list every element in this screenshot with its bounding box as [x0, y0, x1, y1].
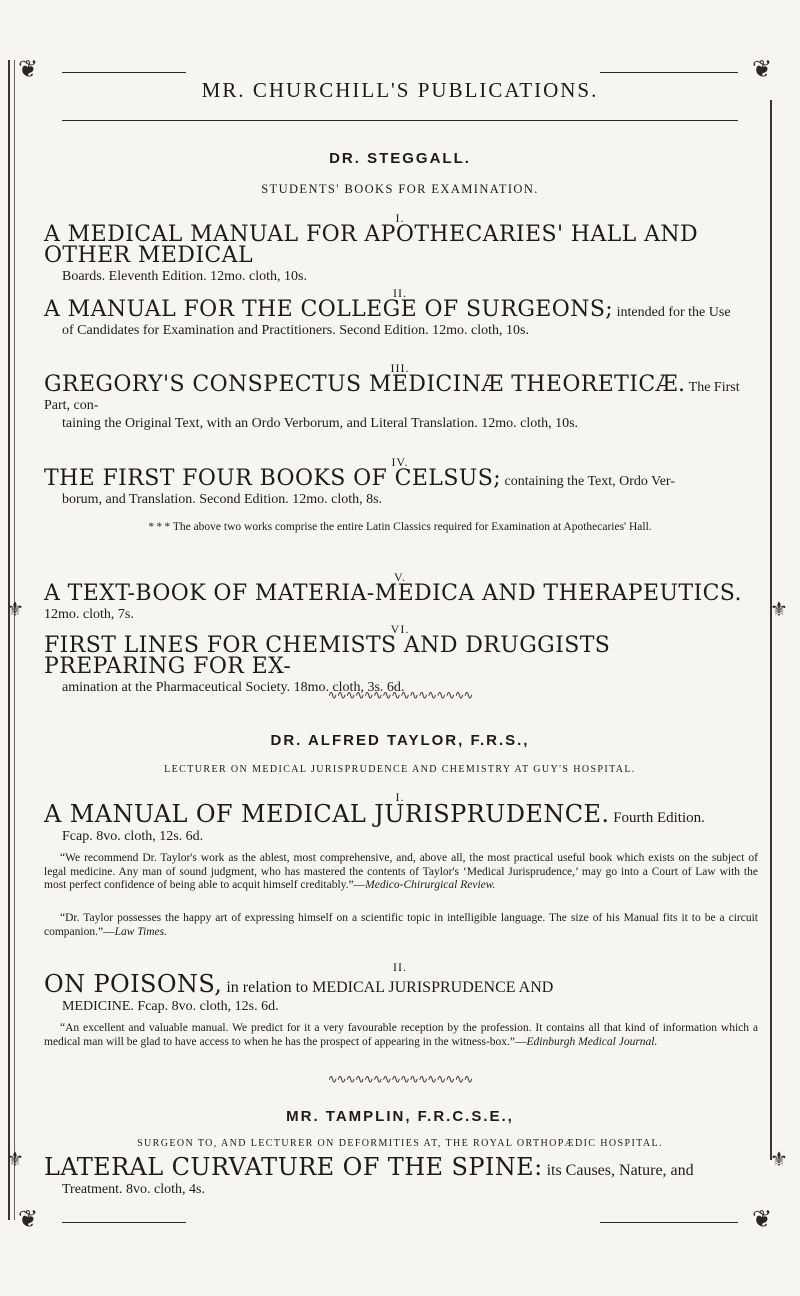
entry-medical-jurisprudence [44, 800, 758, 846]
section-subtitle-steggall: STUDENTS' BOOKS FOR EXAMINATION. [261, 182, 539, 196]
section-subtitle-taylor: LECTURER ON MEDICAL JURISPRUDENCE AND CHEMISTRY AT GUY'S HOSPITAL. [164, 764, 636, 775]
corner-ornament-bottom-right: ❦ [752, 1207, 773, 1233]
entry-numeral: I. [395, 790, 405, 804]
entry-numeral: I. [395, 211, 405, 225]
entry-title: A MEDICAL MANUAL FOR APOTHECARIES' HALL AND OTHER MEDICAL [44, 222, 699, 268]
review-quote: “Dr. Taylor possesses the happy art of expressing himself on a scientific topic in intelligible language. The size of his Manual fits it to be a circuit companion.”— [44, 912, 758, 938]
wavy-divider: ∿∿∿∿∿∿∿∿∿∿∿∿∿∿∿∿ [327, 688, 473, 702]
entry-details: taining the Original Text, with an Ordo Verborum, and Literal Translation. 12mo. cloth, 10s. [62, 416, 579, 431]
entry-numeral: VI. [390, 622, 410, 636]
entry-title: GREGORY'S CONSPECTUS MEDICINÆ THEORETICÆ. [44, 372, 686, 397]
bottom-left-rule [62, 1222, 186, 1223]
corner-ornament-top-right: ❦ [752, 57, 773, 83]
section-author-taylor: DR. ALFRED TAYLOR, F.R.S., [270, 732, 530, 749]
entry-title-continuation: 12mo. cloth, 7s. [44, 607, 134, 622]
entry-details: amination at the Pharmaceutical Society. 18mo. cloth, 3s. 6d. [62, 680, 405, 695]
review-law-times [44, 912, 758, 939]
left-inner-border-rule [14, 60, 15, 1220]
latin-classics-note: * * * The above two works comprise the entire Latin Classics required for Examination at Apothecaries' Hall. [148, 521, 652, 533]
entry-title-continuation: containing the Text, Ordo Ver- [501, 474, 675, 489]
side-ornament-left: ⚜ [6, 1149, 24, 1171]
entry-details: borum, and Translation. Second Edition. 12mo. cloth, 8s. [62, 492, 383, 507]
header-bottom-rule [62, 120, 738, 121]
corner-ornament-bottom-left: ❦ [18, 1207, 39, 1233]
review-quote: “We recommend Dr. Taylor's work as the ablest, most comprehensive, and, above all, the most practical useful book which exists on the subject of legal medicine. Any man of sound judgment, who has mastered the contents of Taylor's ‘Medical Jurisprudence,’ may go into a Court of Law with the most perfect confidence of being able to acquit himself creditably.”— [44, 852, 758, 891]
top-left-rule [62, 72, 186, 73]
entry-celsus [44, 466, 758, 509]
entry-title: LATERAL CURVATURE OF THE SPINE: [44, 1153, 543, 1181]
section-author-tamplin: MR. TAMPLIN, F.R.C.S.E., [286, 1108, 514, 1125]
corner-ornament-top-left: ❦ [18, 57, 39, 83]
section-subtitle-tamplin: SURGEON TO, AND LECTURER ON DEFORMITIES AT, THE ROYAL ORTHOPÆDIC HOSPITAL. [137, 1138, 663, 1149]
side-ornament-left: ⚜ [6, 599, 24, 621]
entry-details: Fcap. 8vo. cloth, 12s. 6d. [62, 829, 204, 844]
left-border-rule [8, 60, 10, 1220]
entry-college-surgeons-manual [44, 297, 758, 340]
entry-numeral: II. [393, 960, 407, 974]
entry-details: Treatment. 8vo. cloth, 4s. [62, 1182, 205, 1197]
entry-numeral: III. [390, 361, 410, 375]
entry-gregory-conspectus [44, 372, 758, 433]
entry-title-continuation: The First Part, con- [44, 380, 740, 413]
entry-title-continuation: Fourth Edition. [609, 810, 705, 826]
entry-title: A TEXT-BOOK OF MATERIA-MEDICA AND THERAPEUTICS. [44, 581, 742, 606]
entry-title: THE FIRST FOUR BOOKS OF CELSUS; [44, 466, 502, 491]
review-source: Law Times. [114, 925, 167, 938]
wavy-divider: ∿∿∿∿∿∿∿∿∿∿∿∿∿∿∿∿ [327, 1072, 473, 1086]
entry-title-continuation: intended for the Use [613, 305, 731, 320]
side-ornament-right: ⚜ [770, 1149, 788, 1171]
entry-title: A MANUAL FOR THE COLLEGE OF SURGEONS; [44, 297, 614, 322]
entry-numeral: V. [393, 570, 407, 584]
entry-lateral-curvature [44, 1153, 758, 1199]
review-source: Medico-Chirurgical Review. [365, 879, 496, 891]
entry-details: MEDICINE. Fcap. 8vo. cloth, 12s. 6d. [62, 999, 279, 1014]
review-medico-chirurgical [44, 852, 758, 893]
entry-title-continuation: in relation to MEDICAL JURISPRUDENCE AND [222, 979, 554, 996]
entry-details: Boards. Eleventh Edition. 12mo. cloth, 10s. [62, 269, 307, 284]
entry-numeral: II. [393, 286, 407, 300]
entry-title: ON POISONS, [44, 970, 223, 998]
section-author-steggall: DR. STEGGALL. [329, 150, 471, 167]
entry-title: A MANUAL OF MEDICAL JURISPRUDENCE. [44, 800, 610, 828]
bottom-right-rule [600, 1222, 738, 1223]
entry-on-poisons [44, 970, 758, 1016]
review-source: Edinburgh Medical Journal. [526, 1035, 658, 1048]
top-right-rule [600, 72, 738, 73]
running-head: MR. CHURCHILL'S PUBLICATIONS. [201, 78, 599, 102]
side-ornament-right: ⚜ [770, 599, 788, 621]
entry-materia-medica [44, 581, 758, 624]
review-edinburgh-journal [44, 1022, 758, 1049]
entry-numeral: IV. [391, 455, 409, 469]
entry-apothecaries-manual [44, 222, 758, 286]
review-quote: “An excellent and valuable manual. We predict for it a very favourable reception by the profession. It contains all that kind of information which a medical man will be glad to have access to when he has the prospect of appearing in the witness-box.”— [44, 1022, 758, 1048]
entry-title-continuation: its Causes, Nature, and [542, 1162, 694, 1179]
entry-details: of Candidates for Examination and Practitioners. Second Edition. 12mo. cloth, 10s. [62, 323, 529, 338]
entry-title: FIRST LINES FOR CHEMISTS AND DRUGGISTS PREPARING FOR EX- [44, 633, 611, 679]
